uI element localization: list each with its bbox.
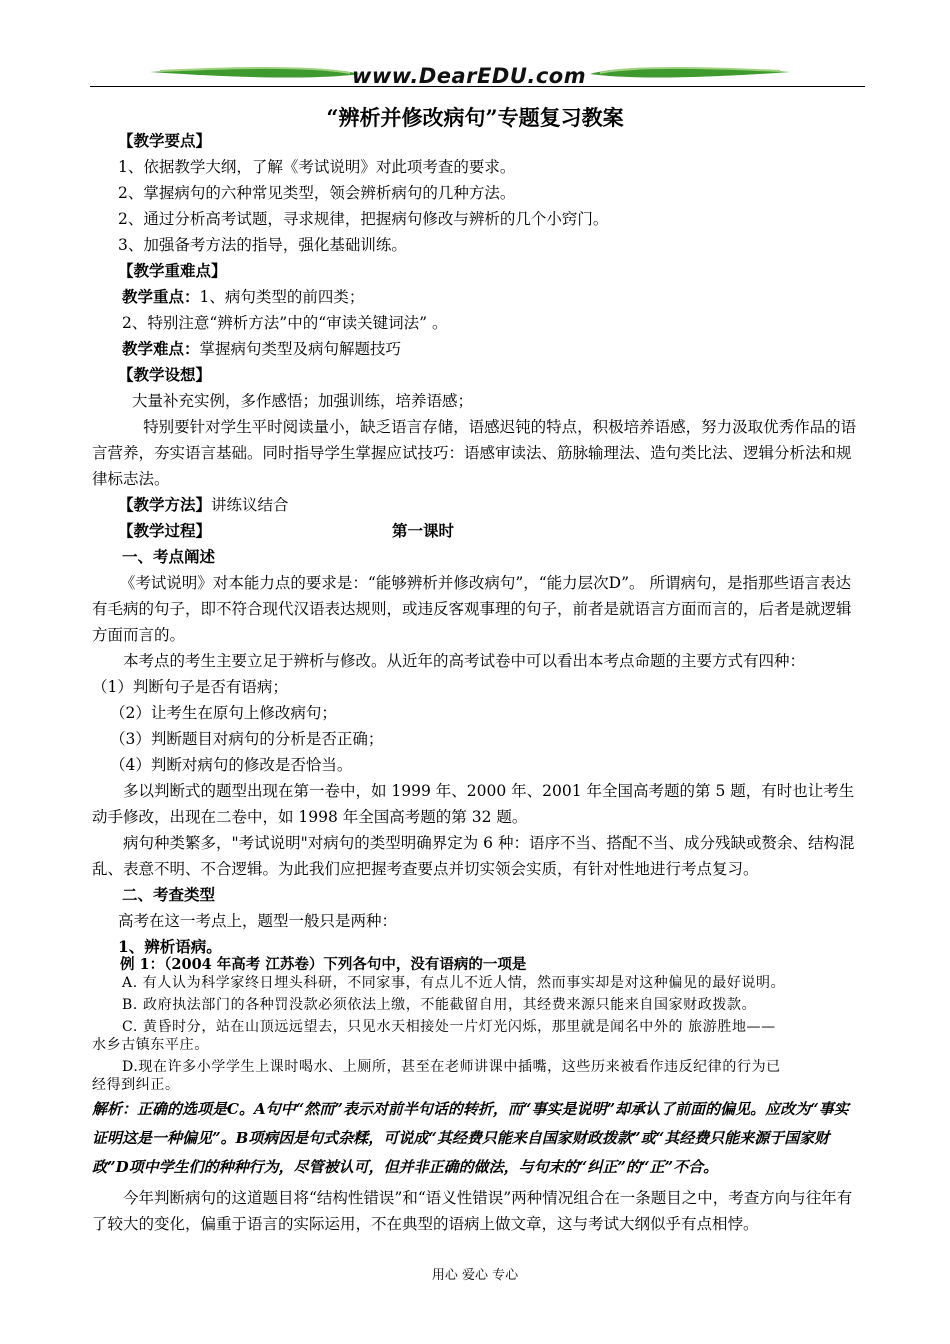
example-heading: 例 1：（2004 年高考 江苏卷）下列各句中，没有语病的一项是: [120, 956, 527, 973]
list-item: （1）判断句子是否有语病；: [92, 678, 288, 696]
key-points-heading: 【教学要点】: [118, 131, 212, 150]
page-footer: 用心 爱心 专心: [431, 1268, 519, 1283]
option-a: A. 有人认为科学家终日埋头科研，不同家事，有点儿不近人情，然而事实却是对这种偏见的最好说明。: [122, 975, 786, 991]
list-item: （4）判断对病句的修改是否恰当。: [110, 756, 353, 774]
analysis-paragraph: 解析：正确的选项是C。A句中“然而”表示对前半句话的转折，而“事实是说明”却承认了前面的偏见。应改为“事实证明这是一种偏见”。B项病因是句式杂糅，可说成“其经费只能来自国家财政拨款”或“其经费只能来源于国家财政”D项中学生们的种种行为，尽管被认可，但并非正确的做法，与句末的“纠正”的“正”不合。: [92, 1100, 849, 1176]
option-d-cont: 经得到纠正。: [92, 1077, 180, 1093]
hard-label: 教学难点：: [122, 339, 200, 358]
key-point-item: 3、加强备考方法的指导，强化基础训练。: [118, 236, 407, 254]
closing-paragraph: 今年判断病句的这道题目将“结构性错误”和“语义性错误”两种情况组合在一条题目之中，考查方向与往年有了较大的变化，偏重于语言的实际运用，不在典型的语病上做文章，这与考试大纲似乎有点相悖。: [92, 1189, 853, 1233]
key-point-item: 1、依据教学大纲，了解《考试说明》对此项考查的要求。: [118, 158, 516, 176]
lesson-label: 第一课时: [392, 521, 455, 540]
process-heading: 【教学过程】: [118, 521, 212, 540]
key-point-item: 2、通过分析高考试题，寻求规律，把握病句修改与辨析的几个小窍门。: [118, 210, 609, 228]
focus-line-2: 2、特别注意“辨析方法”中的“审读关键词法” 。: [122, 314, 448, 332]
section-1-paragraph-2: 本考点的考生主要立足于辨析与修改。从近年的高考试卷中可以看出本考点命题的主要方式有四种：: [123, 652, 806, 670]
key-point-item: 2、掌握病句的六种常见类型，领会辨析病句的几种方法。: [118, 184, 516, 202]
section-1-paragraph: 《考试说明》对本能力点的要求是：“能够辨析并修改病句”，“能力层次D”。 所谓病句，是指那些语言表达有毛病的句子，即不符合现代汉语表达规则，或违反客观事理的句子，前者是就语言方面而言的，后者是就逻辑方面而言的。: [92, 574, 852, 644]
method-heading: 【教学方法】: [118, 495, 212, 514]
list-item: （2）让考生在原句上修改病句；: [110, 704, 337, 722]
option-c-cont: 水乡古镇东平庄。: [92, 1037, 209, 1053]
design-line: 大量补充实例，多作感悟；加强训练，培养语感；: [132, 392, 474, 410]
method-line: [118, 492, 289, 518]
focus-label: 教学重点：: [122, 287, 200, 306]
section-2-heading: 二、考查类型: [122, 885, 216, 904]
hard-text: 掌握病句类型及病句解题技巧: [199, 340, 402, 358]
list-item: （3）判断题目对病句的分析是否正确；: [110, 730, 384, 748]
hard-line: [122, 336, 401, 362]
site-logo: www.DearEDU.com: [352, 64, 587, 88]
section-2-subheading: 1、辨析语病。: [118, 937, 222, 956]
section-2-paragraph: 高考在这一考点上，题型一般只是两种：: [118, 912, 398, 930]
header-rule: [90, 86, 865, 87]
section-1-heading: 一、考点阐述: [122, 547, 216, 566]
method-text: 讲练议结合: [211, 496, 289, 514]
section-1-paragraph-3: 多以判断式的题型出现在第一卷中，如 1999 年、2000 年、2001 年全国高考题的第 5 题，有时也让考生动手修改，出现在二卷中，如 1998 年全国高考题的第 32 题。: [92, 782, 855, 826]
design-heading: 【教学设想】: [118, 365, 212, 384]
option-b: B. 政府执法部门的各种罚没款必须依法上缴，不能截留自用，其经费来源只能来自国家财政拨款。: [122, 997, 757, 1013]
design-paragraph: 特别要针对学生平时阅读量小，缺乏语言存储，语感迟钝的特点，积极培养语感，努力汲取优秀作品的语言营养，夯实语言基础。同时指导学生掌握应试技巧：语感审读法、筋脉输理法、造句类比法、逻辑分析法和规律标志法。: [92, 418, 857, 488]
option-d: D.现在许多小学学生上课时喝水、上厕所，甚至在老师讲课中插嘴，这些历来被看作违反纪律的行为已: [122, 1059, 781, 1075]
focus-text: 1、病句类型的前四类；: [199, 288, 365, 306]
page-title: “辨析并修改病句”专题复习教案: [326, 105, 624, 130]
section-1-paragraph-4: 病句种类繁多，"考试说明"对病句的类型明确界定为 6 种：语序不当、搭配不当、成分残缺或赘余、结构混乱、表意不明、不合逻辑。为此我们应把握考查要点并切实领会实质，有针对性地进行考点复习。: [92, 834, 855, 878]
focus-line: [122, 284, 364, 310]
option-c: C. 黄昏时分，站在山顶远远望去，只见水天相接处一片灯光闪烁，那里就是闻名中外的 旅游胜地——: [122, 1019, 776, 1035]
difficulty-heading: 【教学重难点】: [118, 261, 227, 280]
